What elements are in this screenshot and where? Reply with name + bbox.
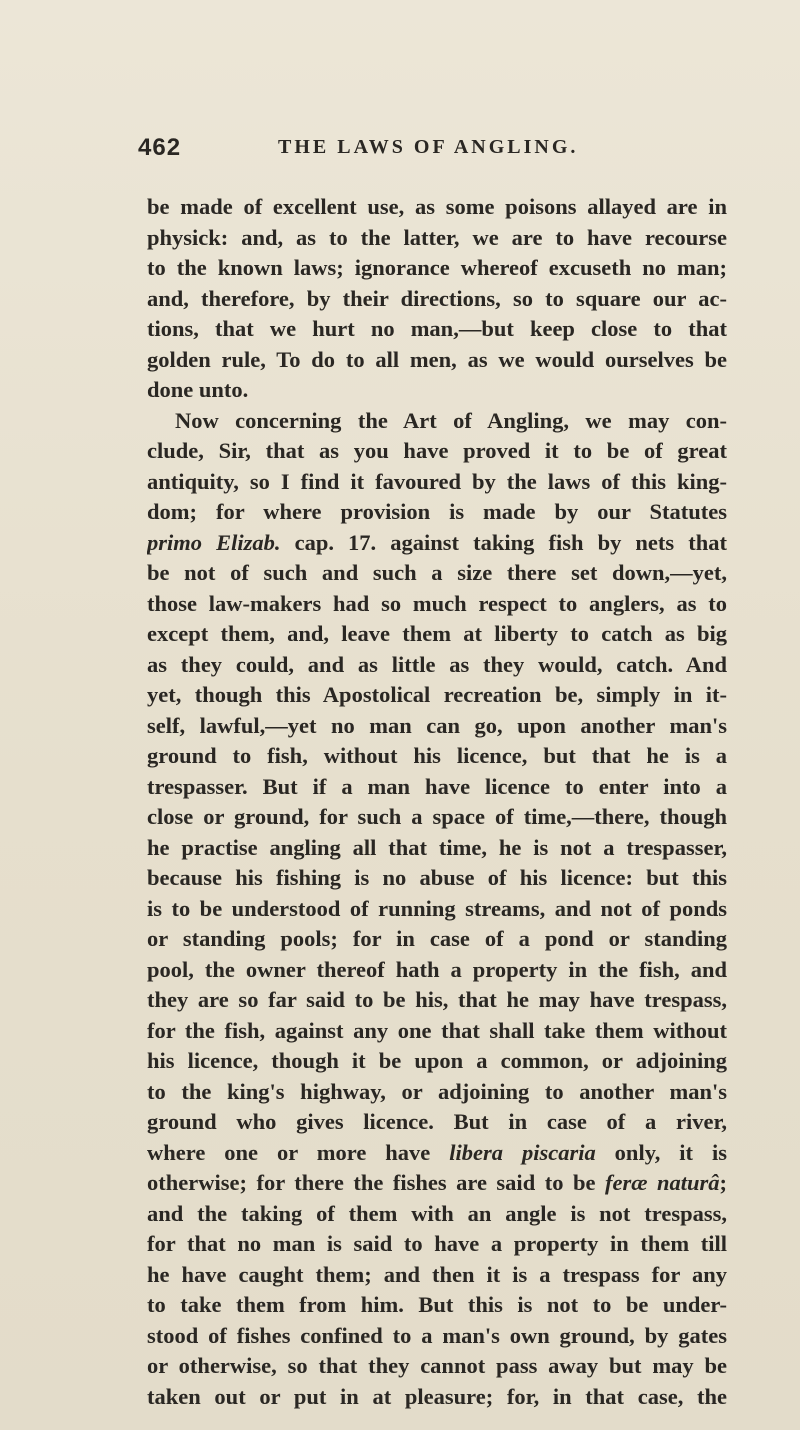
text-line: for that no man is said to have a property in them till <box>147 1231 727 1256</box>
text-line: is to be understood of running streams, and not of ponds <box>147 895 727 921</box>
text-line: done unto. <box>147 377 249 402</box>
page-number: 462 <box>138 134 182 161</box>
text-line: ground who gives licence. But in case of a river, <box>147 1109 727 1134</box>
text-line: dom; for where provision is made by our Statutes <box>147 499 727 524</box>
text-line: and the taking of them with an angle is not trespass, <box>147 1200 727 1226</box>
text-line: tions, that we hurt no man,—but keep close to that <box>147 316 727 341</box>
text-line: primo Elizab. cap. 17. against taking fish by nets that <box>147 529 727 555</box>
text-line: to take them from him. But this is not to be under- <box>147 1292 727 1317</box>
text-line: golden rule, To do to all men, as we would ourselves be <box>147 346 727 372</box>
text-line: taken out or put in at pleasure; for, in that case, the <box>147 1383 727 1409</box>
text-line: and, therefore, by their directions, so to square our ac- <box>147 285 727 311</box>
text-line: yet, though this Apostolical recreation be, simply in it- <box>147 682 727 707</box>
text-line: to the king's highway, or adjoining to another man's <box>147 1078 727 1104</box>
text-line: ground to fish, without his licence, but that he is a <box>147 743 727 768</box>
text-line: where one or more have libera piscaria only, it is <box>147 1139 727 1165</box>
text-line: stood of fishes confined to a man's own ground, by gates <box>147 1322 727 1348</box>
running-title: THE LAWS OF ANGLING. <box>278 136 579 158</box>
text-line: those law-makers had so much respect to anglers, as to <box>147 590 727 616</box>
text-line: because his fishing is no abuse of his licence: but this <box>147 865 727 890</box>
text-line: clude, Sir, that as you have proved it to be of great <box>147 438 727 463</box>
text-line: for the fish, against any one that shall take them without <box>147 1017 727 1043</box>
text-line: Now concerning the Art of Angling, we may con- <box>175 407 727 433</box>
body-text <box>147 192 727 1412</box>
text-line: antiquity, so I find it favoured by the laws of this king- <box>147 468 727 494</box>
text-line: his licence, though it be upon a common, or adjoining <box>147 1048 727 1073</box>
text-line: or standing pools; for in case of a pond or standing <box>147 926 727 951</box>
text-line: close or ground, for such a space of time,—there, though <box>147 804 727 829</box>
text-line: pool, the owner thereof hath a property in the fish, and <box>147 956 727 982</box>
text-line: they are so far said to be his, that he may have trespass, <box>147 987 727 1012</box>
text-line: otherwise; for there the fishes are said to be feræ naturâ; <box>147 1170 727 1195</box>
text-line: he have caught them; and then it is a trespass for any <box>147 1261 727 1287</box>
text-line: as they could, and as little as they would, catch. And <box>147 651 727 677</box>
text-line: be not of such and such a size there set down,—yet, <box>147 560 727 585</box>
text-line: trespasser. But if a man have licence to enter into a <box>147 773 727 799</box>
text-line: except them, and, leave them at liberty to catch as big <box>147 621 727 646</box>
text-line: to the known laws; ignorance whereof excuseth no man; <box>147 255 727 280</box>
text-line: physick: and, as to the latter, we are to have recourse <box>147 224 727 250</box>
text-line: or otherwise, so that they cannot pass away but may be <box>147 1353 727 1378</box>
text-line: self, lawful,—yet no man can go, upon another man's <box>147 712 727 738</box>
text-line: be made of excellent use, as some poisons allayed are in <box>147 194 727 219</box>
text-line: he practise angling all that time, he is not a trespasser, <box>147 834 727 860</box>
page-header <box>138 134 718 170</box>
